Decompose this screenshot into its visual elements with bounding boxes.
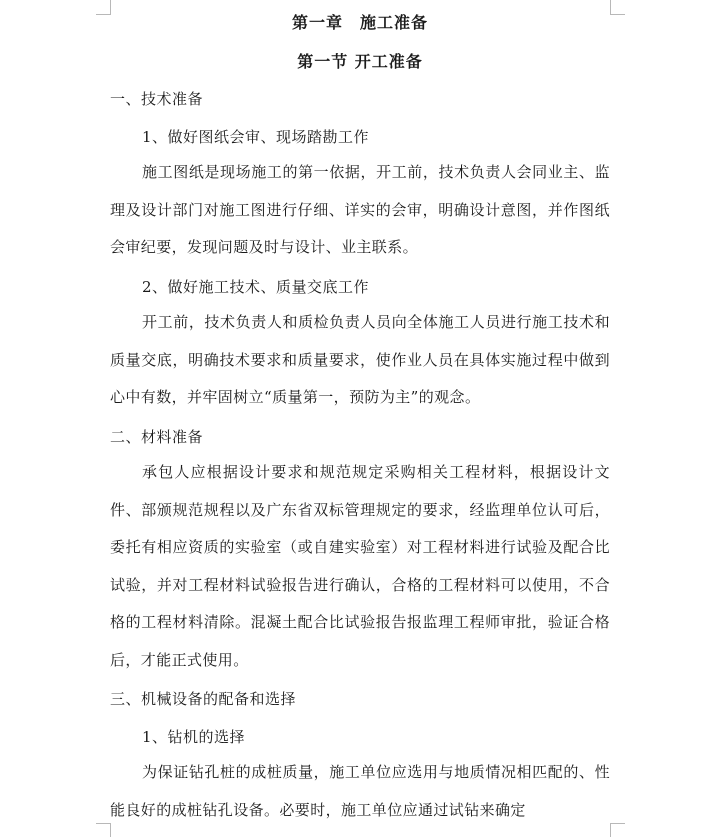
section-title: 第一节 开工准备 [297,52,423,71]
paragraph-technical-handover: 开工前，技术负责人和质检负责人员向全体施工人员进行施工技术和质量交底，明确技术要求和质量要求，使作业人员在具体实施过程中做到心中有数，并牢固树立“质量第一，预防为主”的观念。 [110,313,610,406]
chapter-title: 第一章 施工准备 [291,13,428,32]
subheading-technical-handover: 2、做好施工技术、质量交底工作 [142,278,370,296]
heading-technical-preparation: 一、技术准备 [110,90,204,108]
subheading-drill-selection: 1、钻机的选择 [142,728,246,746]
page-corner-mark-bottom-right [610,823,625,837]
paragraph-material-preparation: 承包人应根据设计要求和规范规定采购相关工程材料，根据设计文件、部颁规范规程以及广东省双标管理规定的要求，经监理单位认可后，委托有相应资质的实验室（或自建实验室）对工程材料进行试验及配合比试验，并对工程材料试验报告进行确认，合格的工程材料可以使用，不合格的工程材料清除。混凝土配合比试验报告报监理工程师审批，验证合格后，才能正式使用。 [110,463,610,669]
heading-equipment: 三、机械设备的配备和选择 [110,690,297,708]
page-corner-mark-top-right [610,0,625,15]
paragraph-drawing-review: 施工图纸是现场施工的第一依据，开工前，技术负责人会同业主、监理及设计部门对施工图进行仔细、详实的会审，明确设计意图，并作图纸会审纪要，发现问题及时与设计、业主联系。 [110,163,610,256]
heading-material-preparation: 二、材料准备 [110,428,204,446]
page-corner-mark-bottom-left [96,823,111,837]
subheading-drawing-review: 1、做好图纸会审、现场踏勘工作 [142,128,370,146]
paragraph-drill-selection: 为保证钻孔桩的成桩质量，施工单位应选用与地质情况相匹配的、性能良好的成桩钻孔设备。必要时，施工单位应通过试钻来确定 [110,763,610,819]
page-corner-mark-top-left [96,0,111,15]
